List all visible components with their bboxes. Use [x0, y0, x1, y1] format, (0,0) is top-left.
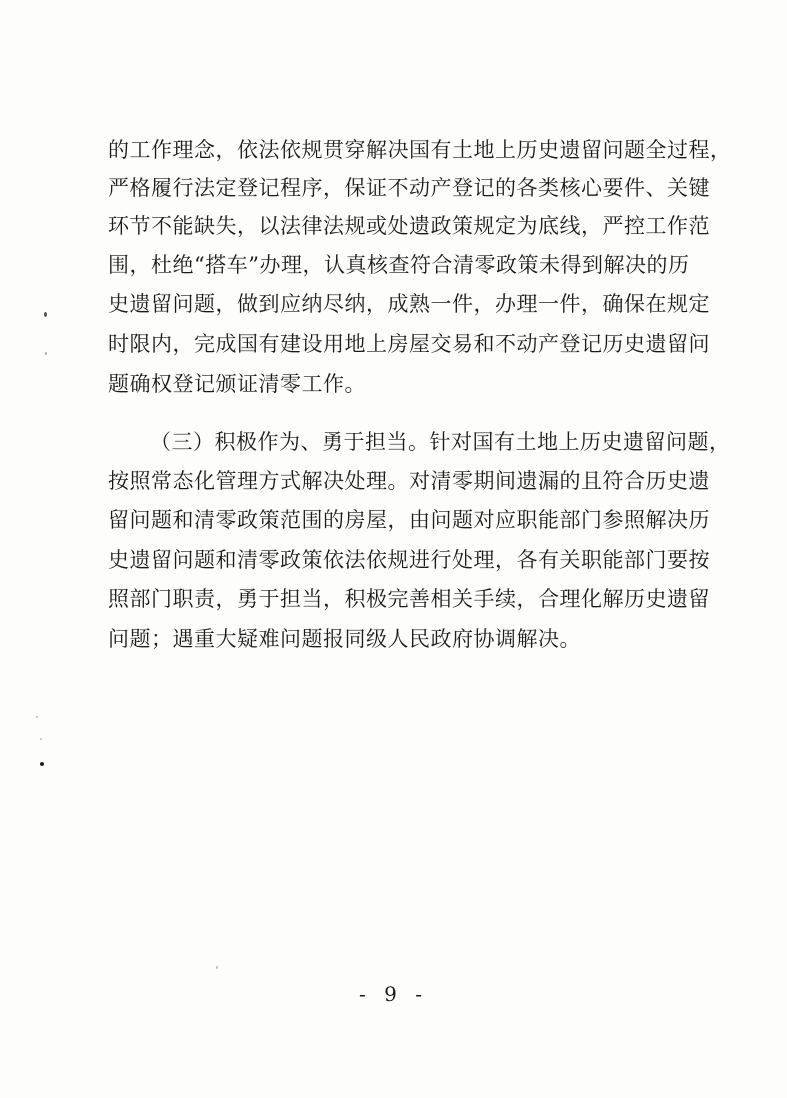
paragraph-2-line-1: （三）积极作为、勇于担当。针对国有土地上历史遗留问题，: [150, 430, 731, 454]
scan-speck: [36, 716, 38, 718]
paragraph-1-line-7: 题确权登记颁证清零工作。: [108, 372, 366, 396]
paragraph-1-line-5: 史遗留问题，做到应纳尽纳，成熟一件，办理一件，确保在规定: [108, 292, 710, 316]
paragraph-2-line-4: 史遗留问题和清零政策依法依规进行处理，各有关职能部门要按: [108, 548, 710, 572]
scan-speck: [40, 762, 44, 766]
paragraph-2-line-2: 按照常态化管理方式解决处理。对清零期间遗漏的且符合历史遗: [108, 469, 710, 493]
paragraph-2-line-5: 照部门职责，勇于担当，积极完善相关手续，合理化解历史遗留: [108, 587, 710, 611]
paragraph-1-line-4: 围，杜绝“搭车”办理，认真核查符合清零政策未得到解决的历: [108, 253, 690, 277]
paragraph-1-line-6: 时限内，完成国有建设用地上房屋交易和不动产登记历史遗留问: [108, 332, 710, 356]
scan-speck: [40, 738, 42, 740]
paragraph-2-line-3: 留问题和清零政策范围的房屋，由问题对应职能部门参照解决历: [108, 508, 710, 532]
scan-speck: [44, 312, 47, 317]
paragraph-1-line-2: 严格履行法定登记程序，保证不动产登记的各类核心要件、关键: [108, 176, 710, 200]
scan-speck: [45, 352, 47, 355]
scan-speck: [216, 966, 218, 969]
paragraph-1-line-1: 的工作理念，依法依规贯穿解决国有土地上历史遗留问题全过程，: [108, 138, 732, 162]
paragraph-2-line-6: 问题；遇重大疑难问题报同级人民政府协调解决。: [108, 627, 581, 651]
paragraph-1-line-3: 环节不能缺失，以法律法规或处遗政策规定为底线，严控工作范: [108, 214, 710, 238]
page-number: - 9 -: [359, 982, 428, 1006]
